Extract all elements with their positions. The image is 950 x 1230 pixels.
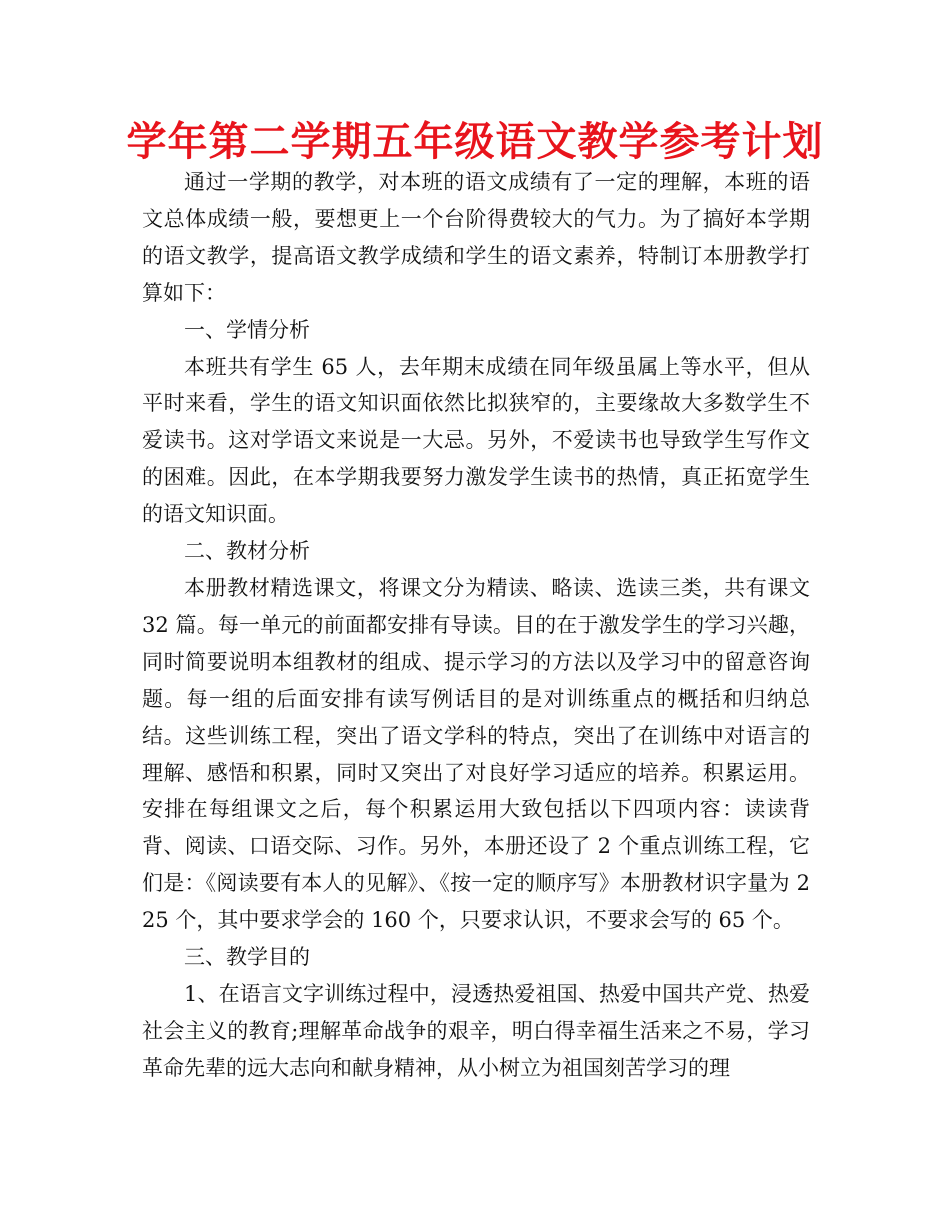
section-heading-teaching-goals: 三、教学目的 [184, 945, 310, 970]
section-heading-textbook-analysis: 二、教材分析 [184, 539, 310, 564]
document-title: 学年第二学期五年级语文教学参考计划 [126, 119, 824, 165]
teaching-goal-1-paragraph: 1、在语言文字训练过程中，浸透热爱祖国、热爱中国共产党、热爱社会主义的教育;理解革命战争的艰辛，明白得幸福生活来之不易，学习革命先辈的远大志向和献身精神，从小树立为祖国刻苦学习的理 [142, 981, 810, 1080]
intro-paragraph: 通过一学期的教学，对本班的语文成绩有了一定的理解，本班的语文总体成绩一般，要想更上一个台阶得费较大的气力。为了搞好本学期的语文教学，提高语文教学成绩和学生的语文素养，特制订本册教学打算如下： [142, 170, 810, 305]
textbook-analysis-paragraph: 本册教材精选课文，将课文分为精读、略读、选读三类，共有课文 32 篇。每一单元的前面都安排有导读。目的在于激发学生的学习兴趣，同时简要说明本组教材的组成、提示学习的方法以及学习中的留意咨询题。每一组的后面安排有读写例话目的是对训练重点的概括和归纳总结。这些训练工程，突出了语文学科的特点，突出了在训练中对语言的理解、感悟和积累，同时又突出了对良好学习适应的培养。积累运用。安排在每组课文之后，每个积累运用大致包括以下四项内容：读读背背、阅读、口语交际、习作。另外，本册还设了 2 个重点训练工程，它们是：《阅读要有本人的见解》、《按一定的顺序写》本册教材识字量为 225 个，其中要求学会的 160 个，只要求认识，不要求会写的 65 个。 [142, 575, 810, 933]
section-heading-learning-analysis: 一、学情分析 [184, 317, 310, 342]
document-body [142, 164, 810, 1087]
learning-analysis-paragraph: 本班共有学生 65 人，去年期末成绩在同年级虽属上等水平，但从平时来看，学生的语文知识面依然比拟狭窄的，主要缘故大多数学生不爱读书。这对学语文来说是一大忌。另外，不爱读书也导致学生写作文的困难。因此，在本学期我要努力激发学生读书的热情，真正拓宽学生的语文知识面。 [142, 354, 810, 527]
